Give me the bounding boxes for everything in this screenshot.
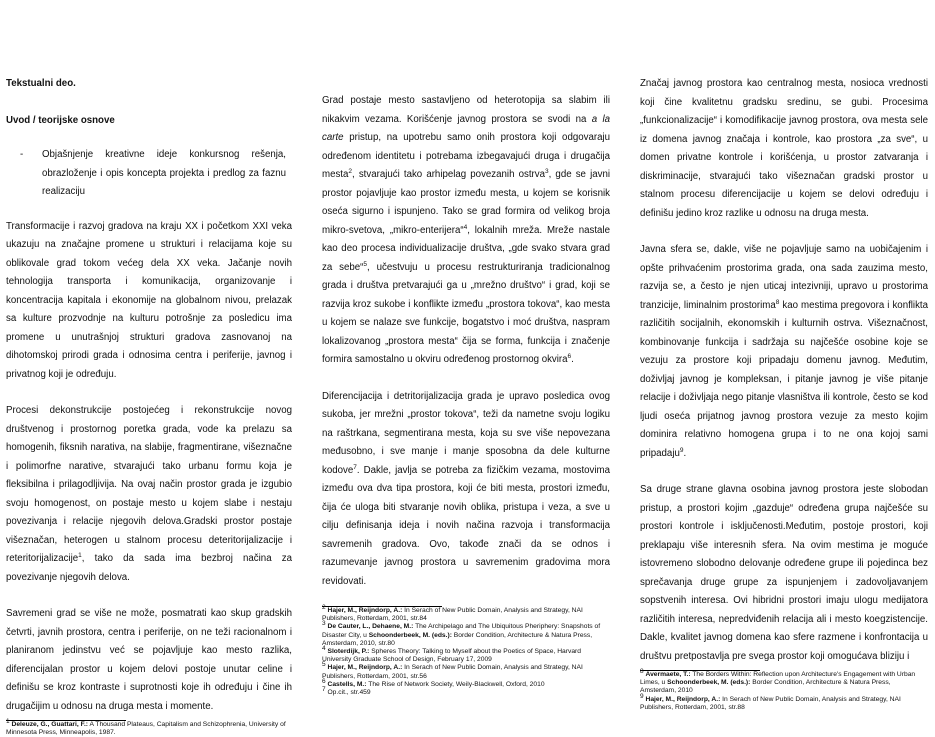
paragraph (322, 92, 610, 370)
paragraph-text: Grad postaje mesto sastavljeno od heterotopija sa slabim ili nikakvim vezama. Korišćenje javnog prostora se svodi na (322, 95, 610, 125)
paragraph (640, 241, 928, 463)
footnote-ref: 7 (353, 463, 357, 471)
footnote-ref: 5 (363, 260, 368, 268)
footnote (322, 603, 610, 623)
paragraph-text: , gde se javni prostor pojavljuje kao prostor između mesta, u kojem se korisnik oseća sigurno i ispunjeno. Tako se grad formira od velikog broja mikro-svetova, „mikro-enterijera“ (322, 169, 611, 236)
footnote-number: 2 (322, 603, 326, 611)
footnote-author: De Cauter, L., Dehaene, M.: (327, 623, 414, 631)
footnote-ref: 6 (567, 352, 572, 360)
footnote-text: Spheres Theory: Talking to Myself about the Poetics of Space, Harvard University Graduate School of Design, February 17, 2009 (322, 648, 581, 664)
text-column-right (640, 0, 928, 712)
footnote-text: In Serach of New Public Domain, Analysis and Strategy, NAI Publishers, Rotterdam, 2001, str.56 (322, 664, 583, 680)
footnote-number: 3 (322, 620, 326, 628)
footnote-number: 5 (322, 661, 326, 669)
footnote-ref: 4 (463, 223, 468, 231)
footnote-number: 9 (640, 692, 644, 700)
footnote-text: The Rise of Network Society, Weily-Blackwell, Oxford, 2010 (366, 680, 545, 688)
footnote-number: 8 (640, 667, 644, 675)
paragraph-text: . (571, 354, 574, 365)
footnote-author: Sloterdijk, P.: (327, 648, 370, 656)
footnote-ref: 3 (544, 167, 549, 175)
bullet-list (6, 146, 292, 202)
paragraph: Transformacije i razvoj gradova na kraju XX i početkom XXI veka ukazuju na značajne promene u strukturi i relacijama koje su oblikovale grad tokom većeg dela XX veka. Jačanje novih tehnologija transporta i komunikacija, organizovanje i koncentracija kapitala i ekonomije na globalnom nivou, prelazak sa kulture prozvodnje na kulturu potrošnje za posledicu ima promene u unutrašnjoj strukturi gradova zasnovanoj na dihotomskoj prirodi grada i odnosima centra i periferije, javnog i privatnog koji je određuju. (6, 220, 292, 380)
footnote-text: The Borders Within: Reflection upon Architecture's Engagement with Urban Limes, u (640, 671, 916, 687)
footnote-author: Hajer, M., Reijndorp, A.: (327, 664, 403, 672)
paragraph: Sa druge strane glavna osobina javnog prostora jeste slobodan pristup, a prostori kojim „gazduje“ određena grupa najčešće su prostori kontrole i isključenosti.Međutim, postoje prostori, koji preklapaju više interesnih sfera. Na ovim mestima je moguće istovremeno slobodno delovanje određene grupe ili pojedinca bez sprečavanja druge grupe za ispunjenjem i zadovoljavanjem sopstvenih interesa. Ovi hibridni prostori imaju ulogu medijatora različitih interesa, nepredviđenih relacija ali i mesto koegzistencije. Dakle, kvalitet javnog domena kao sfere razmene i konfrontacija u društvu pretpostavlja pre svega prostor koji omogućava bliziju i (640, 484, 928, 662)
bullet-dash: - (20, 149, 24, 160)
footnote (6, 717, 292, 737)
footnote-text: In Serach of New Public Domain, Analysis and Strategy, NAI Publishers, Rotterdam, 2001, str.84 (322, 607, 583, 623)
paragraph (322, 388, 610, 592)
paragraph-text: Procesi dekonstrukcije postojećeg i rekonstrukcije novog društvenog i prostornog poretka grada, vode ka prelazu sa homogenih, fiksnih narativa, na slabije, fragmentirane, višeznačne i polimorfne narative, stvarajući tako urbanu formu koja je fleksibilna i prilagodljivija. Na ovaj način prostor grada je izgubio svoju homogenost, on postaje mesto u kojem slabe i nestaju povezivanja i relacije njegovih delova.Gradski prostor postaje višeznačan, heterogen u stalnom procesu deteritorijalizacije i reteritorijalizacije (6, 405, 292, 564)
text-column-left (6, 0, 292, 737)
footnote-text: The Archipelago and The Ubiquitous Pheriphery: Snapshots of Disaster City, u (322, 623, 601, 639)
footnote (322, 620, 610, 648)
footnote (322, 661, 610, 680)
footnote-number: 6 (322, 677, 326, 685)
paragraph-text: , stvarajući tako arhipelag povezanih ostrva (352, 169, 545, 180)
footnote (322, 644, 610, 664)
footnote-editor: Schoonderbeek, M. (eds.): (667, 679, 751, 687)
paragraph (6, 402, 292, 587)
footnote-author: Castells, M.: (327, 680, 367, 688)
footnote-author: Hajer, M., Reijndorp, A.: (645, 695, 721, 703)
text-column-middle (322, 0, 610, 697)
italic-phrase: a la carte (322, 113, 610, 143)
paragraph-text: kao mestima pregovora i konflikta različitih socijalnih, ekonomskih i kulturnih ostrva. Višeznačnost, kombinovanje funkcija i sadržaja su najčešće osobine koje se vezuju za prostore koji pripadaju domenu javnog. Međutim, doživljaj javnog je kompleksan, i pitanje javnog je više pitanje relacije i doživljaja nego pitanje vlasništva ili kontrole, često se kod ljudi oseća prijatnog javnog prostora vezuje za mesto kojim dominira relativno homogena grupa i to ne ona kojoj sami pripadaju (640, 299, 929, 459)
footnote-text: In Serach of New Public Domain, Analysis and Strategy, NAI Publishers, Rotterdam, 2001, str.88 (640, 695, 901, 711)
paragraph-text: Diferencijacija i detritorijalizacija grada je upravo posledica ovog sukoba, jer mrežni „prostor tokova“, teži da nametne svoju logiku na raštrkana, segmentirana mesta, koja su sve više nepovezana međusobno, i sve manje i manje sposobna da dele kulturne kodove (322, 390, 610, 476)
footnote-ref: 2 (348, 167, 353, 175)
footnote (640, 667, 928, 696)
footnote (322, 677, 610, 689)
bullet-text: Objašnjenje kreativne ideje konkursnog rešenja, obrazloženje i opis koncepta projekta i predlog za faznu realizaciju (42, 149, 286, 197)
paragraph-text: , lokalnih mreža. Mreže nastale kao deo procesa individualizacije društva, „gde svako stvara grad za sebe“ (322, 224, 610, 273)
paragraph-text: , učestvuju u procesu restrukturiranja tradicionalnog grada i društva pretvarajući ga u „mrežno društvo“ i grad, koji se razvija kroz sukobe i konflikte između „prostora tokova“, kao mesta u kojem se nalaze sve funkcije, bogatstvo i moć društva, naspram lokalizovanog „prostora mesta“ čija se forma, funkcija i značenje formira samostalno u okviru određenog prostornog okvira (322, 261, 611, 365)
footnote-ref: 9 (679, 446, 684, 454)
footnote-number: 7 (322, 685, 326, 693)
paragraph-text: pristup, na upotrebu samo onih prostora koji odgovaraju određenom identitetu i potrebama izbegavajući druga i drugačija mesta (322, 132, 610, 180)
footnote-author: Deleuze, G., Guattari, F.: (11, 721, 89, 728)
bullet-item (6, 146, 292, 202)
paragraph-text: , tako da sada ima bezbroj načina za povezivanje njegovih delova. (6, 553, 292, 583)
footnote-ref: 1 (78, 551, 82, 559)
document-heading: Tekstualni deo. (6, 78, 76, 89)
footnote-text: Border Condition, Architecture & Natura Press, Amsterdam, 2010, str.80 (322, 631, 593, 647)
footnote-editor: Schoonderbeek, M. (eds.): (368, 631, 452, 639)
footnote-number: 1 (6, 717, 10, 725)
footnote-text: Op.cit., str.459 (327, 689, 371, 697)
footnote-text: Border Condition, Architecture & Natura Press, Amsterdam, 2010 (640, 679, 891, 695)
paragraph: Savremeni grad se više ne može, posmatrati kao skup gradskih četvrti, javnih prostora, centra i periferije, on ne teži racionalnom i planiranom jedinstvu već se pojavljuje kao mesto razlika, diferencijalan prostor u kojem delovi postoje unutar celine i definišu se kroz kontraste i suprotnosti koje ih određuju i čine ih drugačijim u odnosu na druga mesta i momente. (6, 608, 292, 712)
footnote-author: Avermaete, T.: (645, 671, 691, 678)
footnote-ref: 8 (775, 298, 780, 306)
footnote-number: 4 (322, 644, 326, 652)
footnote-author: Hajer, M., Reijndorp, A.: (327, 607, 403, 614)
paragraph-text: . Dakle, javlja se potreba za fizičkim vezama, mostovima između ova dva tipa prostora, koji će biti mesta, prostori između, čija će uloga biti stvaranje novih oblika, pristupa i veza, a sve u cilju definisanja ideja i novih načina razvoja i transformacija savremenih gradova. Ovo, takođe znači da se odnos i razumevanje javnog prostora u savremenim gradovima mora revidovati. (322, 464, 610, 587)
footnote (640, 692, 928, 712)
footnote-text: A Thousand Plateaus, Capitalism and Schizophrenia, University of Minnesota Press, Minneapolis, 1987. (6, 721, 286, 737)
section-heading: Uvod / teorijske osnove (6, 114, 115, 126)
paragraph-text: Javna sfera se, dakle, više ne pojavljuje samo na uobičajenim i opšte prihvaćenim prostorima grada, ona sada zauzima mesto, razvija se, a često je njen uticaj intezivniji, upravo u prostorima tranzicije, liminalnim prostorima (640, 244, 928, 311)
paragraph: Značaj javnog prostora kao centralnog mesta, nosioca vrednosti koji čine kvalitetnu gradsku sredinu, se gubi. Procesima „funkcionalizacije“ i komodifikacije javnog prostora, ova mesta sele iz domena javnog značaja i kontrole, kao prostora „za sve“, u domen privatne kontrole i korišćenja, u prostor zatvaranja i diskriminacije, stvarajući tako višeznačan gradski prostor u stalnom procesu diferencijacije u kojem se delovi određuju i definišu jedino kroz razlike u odnosu na druga mesta. (640, 78, 928, 219)
footnote (322, 685, 610, 697)
paragraph-text: . (683, 447, 687, 459)
